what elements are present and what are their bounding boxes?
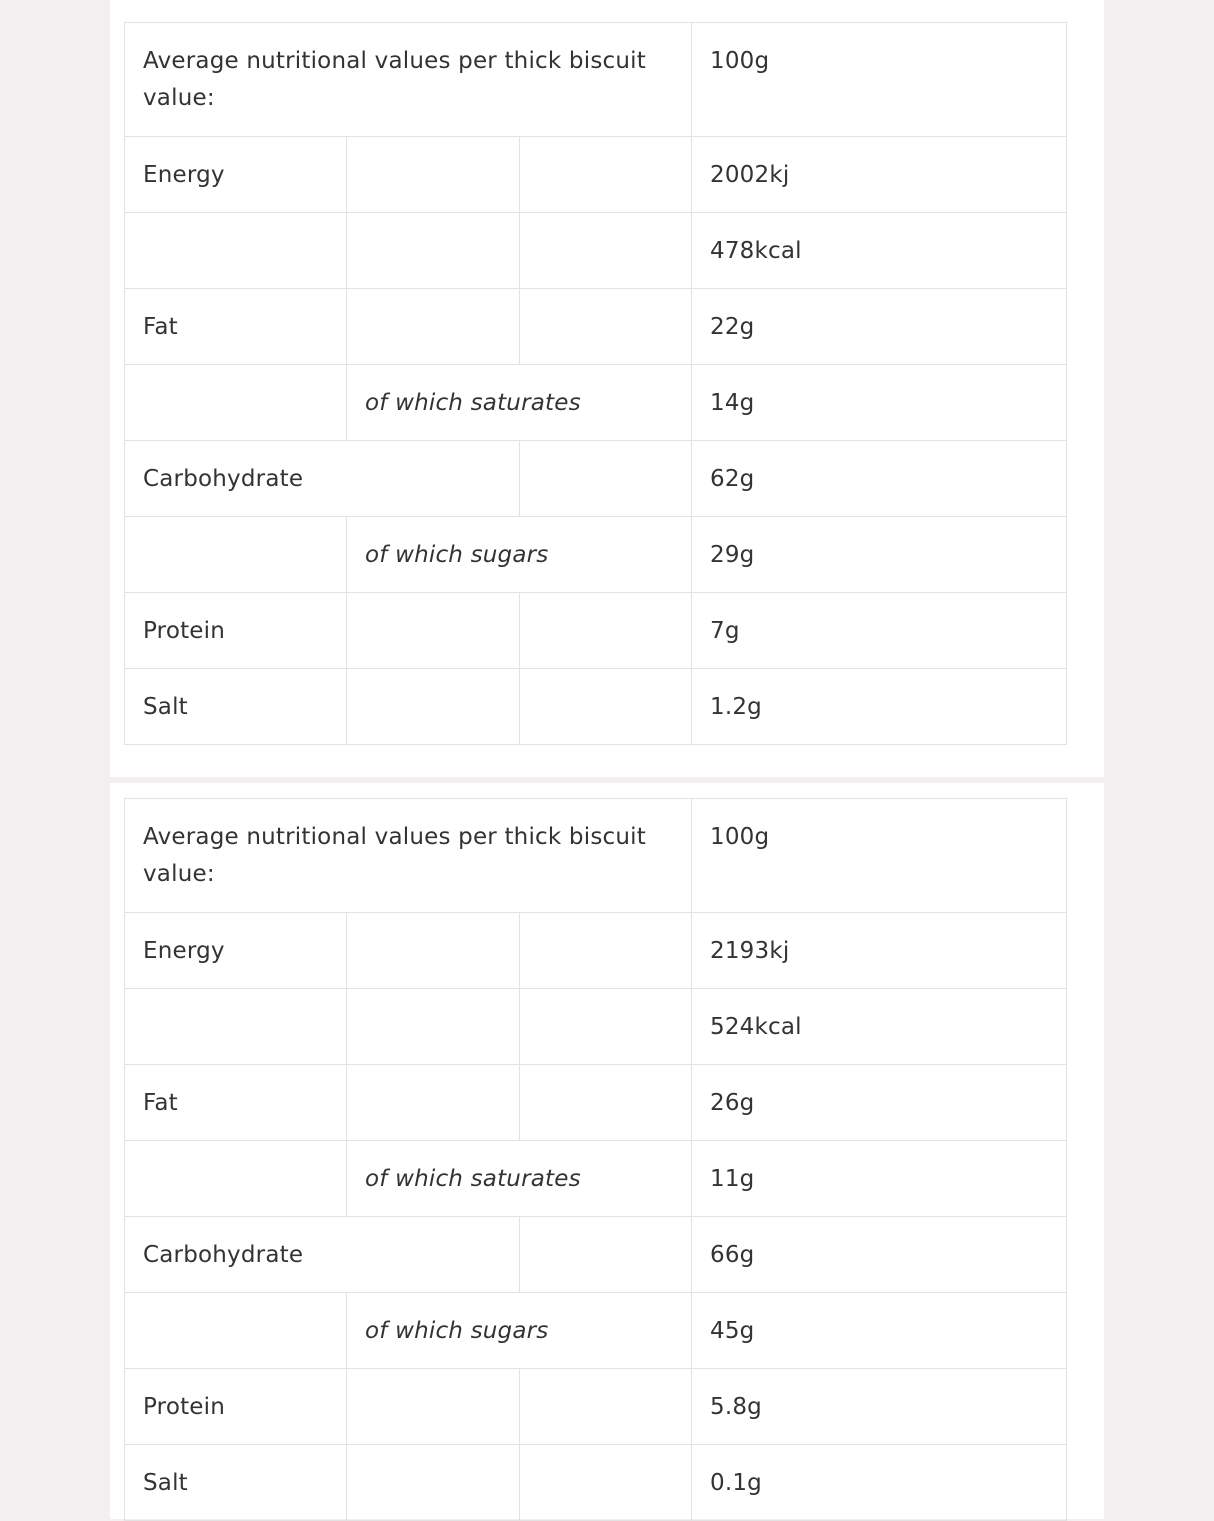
empty-cell: [520, 1445, 692, 1521]
empty-cell: [520, 137, 692, 213]
empty-cell: [125, 213, 347, 289]
empty-cell: [520, 1065, 692, 1141]
table-row-fat: [125, 1065, 1067, 1141]
saturates-value: 11g: [692, 1141, 1067, 1217]
empty-cell: [520, 669, 692, 745]
energy-kj-value: 2193kj: [692, 913, 1067, 989]
header-amount: 100g: [692, 799, 1067, 913]
carbohydrate-label: Carbohydrate: [125, 1217, 520, 1293]
fat-label: Fat: [125, 289, 347, 365]
nutrition-table-1: [124, 22, 1067, 745]
table-row-protein: [125, 1369, 1067, 1445]
protein-label: Protein: [125, 1369, 347, 1445]
table-row-energy-kcal: [125, 213, 1067, 289]
protein-value: 5.8g: [692, 1369, 1067, 1445]
table-row-salt: [125, 669, 1067, 745]
table-row-saturates: [125, 1141, 1067, 1217]
empty-cell: [520, 913, 692, 989]
nutrition-card-1: [110, 0, 1104, 777]
empty-cell: [520, 593, 692, 669]
energy-label: Energy: [125, 137, 347, 213]
empty-cell: [520, 1369, 692, 1445]
nutrition-card-2: [110, 783, 1104, 1519]
empty-cell: [347, 1445, 520, 1521]
header-amount: 100g: [692, 23, 1067, 137]
carbohydrate-value: 62g: [692, 441, 1067, 517]
empty-cell: [125, 1293, 347, 1369]
table-row-carbohydrate: [125, 1217, 1067, 1293]
energy-label: Energy: [125, 913, 347, 989]
empty-cell: [520, 441, 692, 517]
empty-cell: [125, 365, 347, 441]
carbohydrate-value: 66g: [692, 1217, 1067, 1293]
empty-cell: [520, 213, 692, 289]
fat-label: Fat: [125, 1065, 347, 1141]
table-row-sugars: [125, 517, 1067, 593]
table-row-salt: [125, 1445, 1067, 1521]
saturates-label: of which saturates: [347, 1141, 692, 1217]
empty-cell: [520, 1217, 692, 1293]
energy-kj-value: 2002kj: [692, 137, 1067, 213]
empty-cell: [125, 1141, 347, 1217]
table-header-row: [125, 23, 1067, 137]
table-row-fat: [125, 289, 1067, 365]
fat-value: 22g: [692, 289, 1067, 365]
empty-cell: [125, 989, 347, 1065]
table-row-carbohydrate: [125, 441, 1067, 517]
empty-cell: [347, 989, 520, 1065]
empty-cell: [347, 1065, 520, 1141]
table-row-energy-kcal: [125, 989, 1067, 1065]
empty-cell: [347, 593, 520, 669]
table-row-energy-kj: [125, 137, 1067, 213]
carbohydrate-label: Carbohydrate: [125, 441, 520, 517]
empty-cell: [347, 289, 520, 365]
nutrition-table-2: [124, 798, 1067, 1521]
empty-cell: [347, 137, 520, 213]
salt-value: 1.2g: [692, 669, 1067, 745]
header-label: Average nutritional values per thick biscuit value:: [125, 799, 692, 913]
table-row-sugars: [125, 1293, 1067, 1369]
sugars-label: of which sugars: [347, 517, 692, 593]
table-row-protein: [125, 593, 1067, 669]
sugars-label: of which sugars: [347, 1293, 692, 1369]
table-row-energy-kj: [125, 913, 1067, 989]
salt-value: 0.1g: [692, 1445, 1067, 1521]
empty-cell: [520, 989, 692, 1065]
fat-value: 26g: [692, 1065, 1067, 1141]
energy-kcal-value: 478kcal: [692, 213, 1067, 289]
saturates-value: 14g: [692, 365, 1067, 441]
empty-cell: [520, 289, 692, 365]
empty-cell: [347, 1369, 520, 1445]
sugars-value: 29g: [692, 517, 1067, 593]
protein-value: 7g: [692, 593, 1067, 669]
empty-cell: [347, 913, 520, 989]
empty-cell: [347, 213, 520, 289]
empty-cell: [347, 669, 520, 745]
table-row-saturates: [125, 365, 1067, 441]
saturates-label: of which saturates: [347, 365, 692, 441]
sugars-value: 45g: [692, 1293, 1067, 1369]
empty-cell: [125, 517, 347, 593]
salt-label: Salt: [125, 1445, 347, 1521]
protein-label: Protein: [125, 593, 347, 669]
salt-label: Salt: [125, 669, 347, 745]
table-header-row: [125, 799, 1067, 913]
energy-kcal-value: 524kcal: [692, 989, 1067, 1065]
header-label: Average nutritional values per thick biscuit value:: [125, 23, 692, 137]
